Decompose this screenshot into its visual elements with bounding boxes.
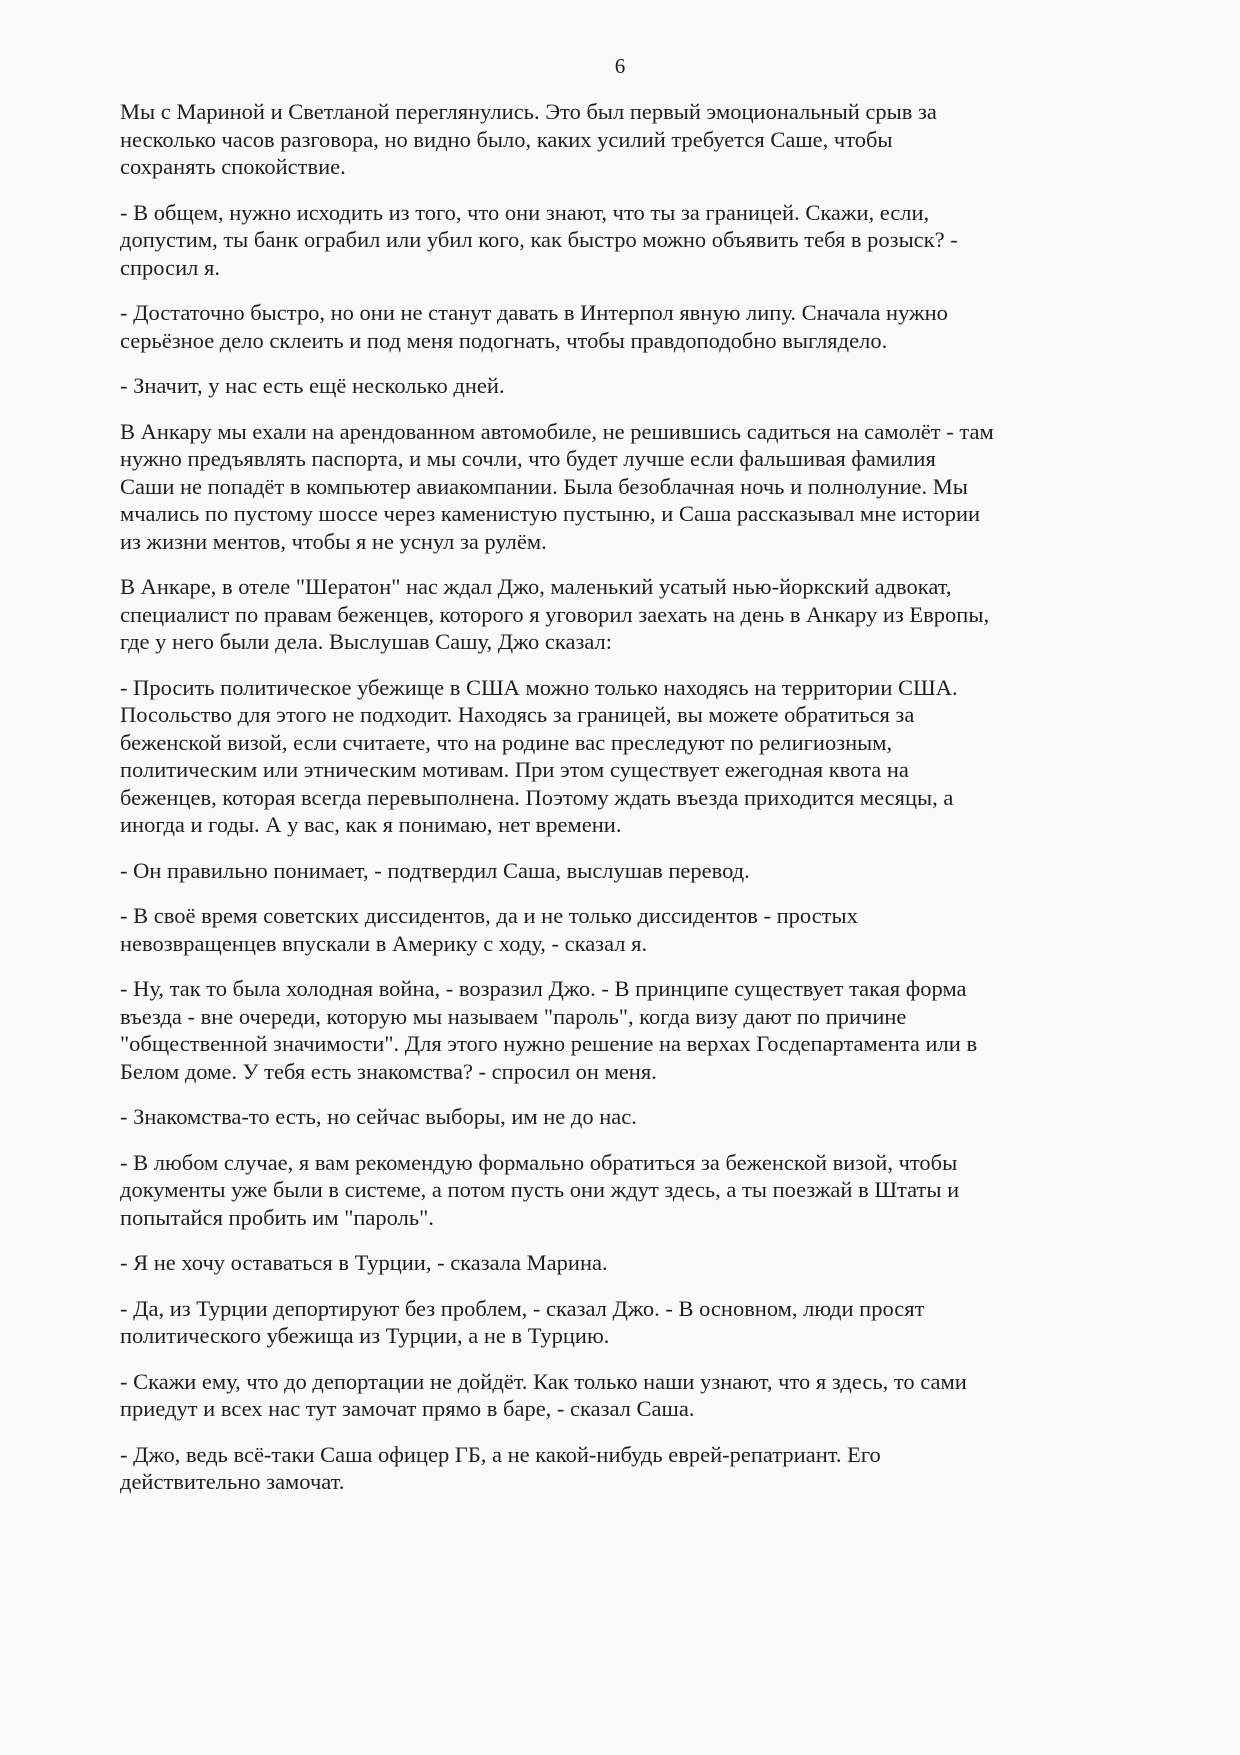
paragraph [120,372,1120,400]
paragraph [120,1368,1120,1423]
text-line: действительно замочат. [120,1469,345,1494]
text-line: спросил я. [120,254,220,280]
text-line: беженцев, которая всегда перевыполнена. Поэтому ждать въезда приходится месяцы, а [120,784,954,810]
text-line: - В любом случае, я вам рекомендую формально обратиться за беженской визой, чтобы [120,1149,958,1175]
paragraph [120,299,1120,354]
text-line: - В своё время советских диссидентов, да и не только диссидентов - простых [120,903,858,928]
paragraph [120,573,1120,656]
text-line: где у него были дела. Выслушав Сашу, Джо сказал: [120,629,613,654]
paragraph [120,1149,1120,1232]
text-line: документы уже были в системе, а потом пусть они ждут здесь, а ты поезжай в Штаты и [120,1177,960,1202]
document-body [120,98,1120,1514]
text-line: политическим или этническим мотивам. При этом существует ежегодная квота на [120,757,909,782]
text-line: - Просить политическое убежище в США можно только находясь на территории США. [120,674,958,700]
text-line: - Да, из Турции депортируют без проблем, - сказал Джо. - В основном, люди просят [120,1295,925,1321]
paragraph [120,857,1120,885]
paragraph [120,1441,1120,1496]
text-line: - Достаточно быстро, но они не станут давать в Интерпол явную липу. Сначала нужно [120,300,948,325]
text-line: - Значит, у нас есть ещё несколько дней. [120,373,505,398]
text-line: попытайся пробить им "пароль". [120,1204,434,1230]
text-line: В Анкару мы ехали на арендованном автомобиле, не решившись садиться на самолёт - там [120,418,994,444]
text-line: политического убежища из Турции, а не в Турцию. [120,1323,610,1348]
text-line: несколько часов разговора, но видно было, каких усилий требуется Саше, чтобы [120,126,893,152]
text-line: - Он правильно понимает, - подтвердил Саша, выслушав перевод. [120,857,750,883]
text-line: мчались по пустому шоссе через каменистую пустыню, и Саша рассказывал мне истории [120,501,981,526]
text-line: въезда - вне очереди, которую мы называем "пароль", когда визу дают по причине [120,1003,907,1029]
text-line: "общественной значимости". Для этого нужно решение на верхах Госдепартамента или в [120,1031,978,1056]
text-line: Саши не попадёт в компьютер авиакомпании. Была безоблачная ночь и полнолуние. Мы [120,473,968,499]
paragraph [120,1103,1120,1131]
text-line: Белом доме. У тебя есть знакомства? - спросил он меня. [120,1058,657,1084]
text-line: беженской визой, если считаете, что на родине вас преследуют по религиозным, [120,729,893,755]
page-number: 6 [614,54,626,78]
text-line: Мы с Мариной и Светланой переглянулись. Это был первый эмоциональный срыв за [120,99,937,124]
paragraph [120,674,1120,839]
paragraph [120,1249,1120,1277]
paragraph [120,975,1120,1085]
text-line: - Джо, ведь всё-таки Саша офицер ГБ, а не какой-нибудь еврей-репатриант. Его [120,1441,881,1467]
text-line: специалист по правам беженцев, которого я уговорил заехать на день в Анкару из Европы, [120,601,990,627]
paragraph [120,199,1120,282]
paragraph [120,418,1120,556]
paragraph [120,902,1120,957]
text-line: из жизни ментов, чтобы я не уснул за рулём. [120,528,547,554]
text-line: иногда и годы. А у вас, как я понимаю, нет времени. [120,812,622,837]
text-line: нужно предъявлять паспорта, и мы сочли, что будет лучше если фальшивая фамилия [120,446,936,471]
text-line: приедут и всех нас тут замочат прямо в баре, - сказал Саша. [120,1396,695,1421]
text-line: Посольство для этого не подходит. Находясь за границей, вы можете обратиться за [120,702,915,727]
text-line: сохранять спокойствие. [120,154,346,179]
paragraph [120,98,1120,181]
text-line: В Анкаре, в отеле "Шератон" нас ждал Джо, маленький усатый нью-йоркский адвокат, [120,574,952,599]
text-line: - Скажи ему, что до депортации не дойдёт. Как только наши узнают, что я здесь, то сами [120,1368,967,1394]
text-line: - Я не хочу оставаться в Турции, - сказала Марина. [120,1250,608,1275]
text-line: - Ну, так то была холодная война, - возразил Джо. - В принципе существует такая форма [120,976,967,1001]
text-line: допустим, ты банк ограбил или убил кого, как быстро можно объявить тебя в розыск? - [120,227,958,252]
text-line: - В общем, нужно исходить из того, что они знают, что ты за границей. Скажи, если, [120,199,930,225]
paragraph [120,1295,1120,1350]
text-line: невозвращенцев впускали в Америку с ходу, - сказал я. [120,930,648,956]
text-line: серьёзное дело склеить и под меня подогнать, чтобы правдоподобно выглядело. [120,327,888,353]
text-line: - Знакомства-то есть, но сейчас выборы, им не до нас. [120,1104,637,1129]
